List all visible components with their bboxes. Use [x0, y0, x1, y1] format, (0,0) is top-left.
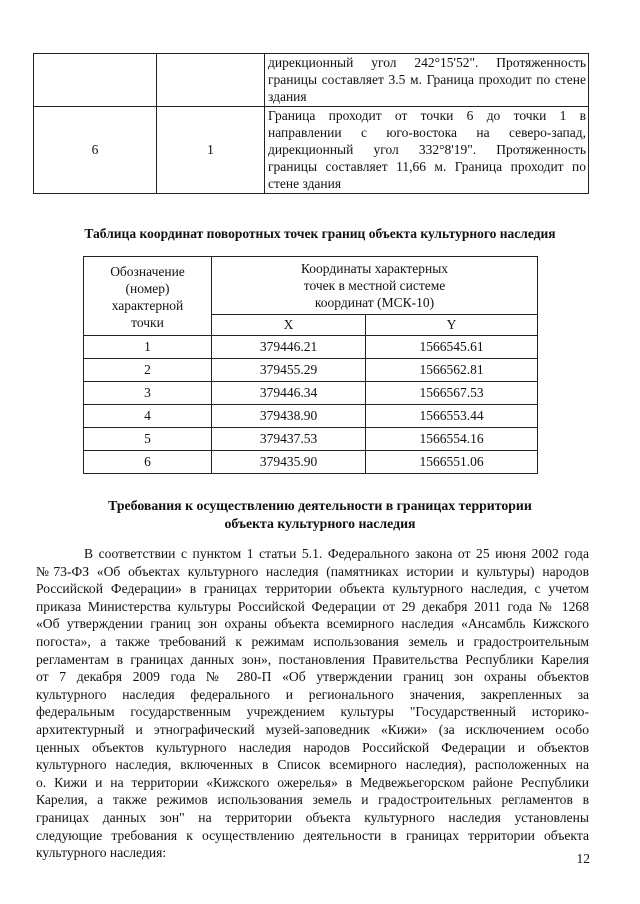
from-point-cell: 6 [34, 107, 157, 194]
header-label-line: Обозначение [110, 264, 185, 279]
description-line: дирекционный угол 332°8'19". Протяженность [268, 141, 586, 157]
point-number-cell: 1 [84, 336, 212, 359]
y-coordinate-cell: 1566554.16 [366, 428, 538, 451]
to-point-cell [157, 54, 265, 107]
point-number-cell: 6 [84, 451, 212, 474]
y-coordinate-cell: 1566545.61 [366, 336, 538, 359]
x-coordinate-cell: 379437.53 [212, 428, 366, 451]
point-number-cell: 2 [84, 359, 212, 382]
boundary-description-table [33, 53, 589, 194]
requirements-title-line: объекта культурного наследия [224, 516, 416, 531]
paragraph-line: В соответствии с пунктом 1 статьи 5.1. Федерального закона от 25 июня 2002 года [84, 546, 589, 561]
paragraph-line: культурного наследия: [36, 845, 167, 861]
point-number-cell: 5 [84, 428, 212, 451]
description-line: дирекционный угол 242°15'52". Протяженность [268, 55, 586, 70]
paragraph-line: Российской Федерации» в границах территории объекта культурного наследия, с учетом [36, 581, 589, 597]
paragraph-line: ценных объектов культурного наследия народов Российской Федерации и объектов [36, 739, 589, 755]
description-line: направлении с юго-востока на северо-запад, [268, 125, 586, 141]
boundary-description-cell [265, 54, 589, 107]
coordinate-row [84, 336, 538, 359]
paragraph-line: следующие требования к осуществлению деятельности в границах территории объекта [36, 827, 589, 843]
boundary-row [34, 107, 589, 194]
header-coord-line: координат (МСК-10) [314, 295, 435, 310]
description-line: границы составляет 3.5 м. Граница проходит по стене [268, 71, 586, 87]
y-column-header: Y [366, 315, 538, 336]
coordinate-row [84, 382, 538, 405]
coordinate-row [84, 451, 538, 474]
y-coordinate-cell: 1566562.81 [366, 359, 538, 382]
coordinate-row [84, 405, 538, 428]
x-coordinate-cell: 379435.90 [212, 451, 366, 474]
paragraph-line: от 7 декабря 2009 года № 280-П «Об утверждении границ зон охраны объектов [36, 669, 589, 685]
paragraph-line: о. Кижи и на территории «Кижского ожерелья» в Медвежьегорском районе Республики [36, 774, 589, 790]
paragraph-line: федеральным государственным учреждением культуры "Государственный историко- [36, 704, 589, 720]
paragraph-line: культурного наследия федерального и регионального значения, закрепленных за [36, 686, 589, 702]
paragraph-line: регламентам в границах данных зон», постановления Правительства Республики Карелия [36, 651, 589, 667]
coordinate-row [84, 359, 538, 382]
point-number-cell: 3 [84, 382, 212, 405]
coordinates-header [212, 257, 538, 315]
description-line: границы составляет 11,66 м. Граница проходит по [268, 158, 586, 174]
y-coordinate-cell: 1566551.06 [366, 451, 538, 474]
x-coordinate-cell: 379446.21 [212, 336, 366, 359]
paragraph-line: архитектурный и этнографический музей-заповедник «Кижи» (за исключением особо [36, 721, 589, 737]
to-point-cell: 1 [157, 107, 265, 194]
description-line: Граница проходит от точки 6 до точки 1 в [268, 108, 586, 124]
y-coordinate-cell: 1566553.44 [366, 405, 538, 428]
header-coord-line: точек в местной системе [303, 278, 446, 293]
coordinates-table [83, 256, 538, 474]
header-label-line: характерной [111, 298, 184, 313]
y-coordinate-cell: 1566567.53 [366, 382, 538, 405]
requirements-title [30, 497, 610, 533]
x-coordinate-cell: 379446.34 [212, 382, 366, 405]
description-line: стене здания [268, 175, 342, 191]
coordinate-row [84, 428, 538, 451]
x-coordinate-cell: 379455.29 [212, 359, 366, 382]
paragraph-line: №73-ФЗ «Об объектах культурного наследия (памятниках истории и культуры) народов [36, 563, 589, 579]
header-coord-line: Координаты характерных [300, 261, 449, 276]
paragraph-line: приказа Министерства культуры Российской Федерации от 29 декабря 2011 года № 1268 [36, 598, 589, 614]
x-column-header: X [212, 315, 366, 336]
point-designation-header [84, 257, 212, 336]
page-number: 12 [576, 851, 590, 866]
boundary-row [34, 54, 589, 107]
coordinates-table-title: Таблица координат поворотных точек границ объекта культурного наследия [84, 226, 556, 241]
paragraph-line: границах данных зон" на территории объекта культурного наследия установлены [36, 809, 589, 825]
boundary-description-cell [265, 107, 589, 194]
requirements-paragraph [36, 545, 589, 862]
point-number-cell: 4 [84, 405, 212, 428]
paragraph-line: погоста», а также требований к режимам использования земель и градостроительным [36, 633, 589, 649]
requirements-title-line: Требования к осуществлению деятельности в границах территории [108, 498, 532, 513]
paragraph-line: «Об утверждении границ зон охраны объекта всемирного наследия «Ансамбль Кижского [36, 616, 589, 632]
description-line: здания [268, 88, 307, 104]
header-label-line: точки [131, 315, 164, 330]
x-coordinate-cell: 379438.90 [212, 405, 366, 428]
header-label-line: (номер) [125, 281, 170, 296]
paragraph-line: культурного наследия, включенных в Список всемирного наследия), расположенных на [36, 757, 589, 773]
from-point-cell [34, 54, 157, 107]
paragraph-line: Карелия, а также режимов использования земель и градостроительных регламентов в [36, 792, 589, 808]
